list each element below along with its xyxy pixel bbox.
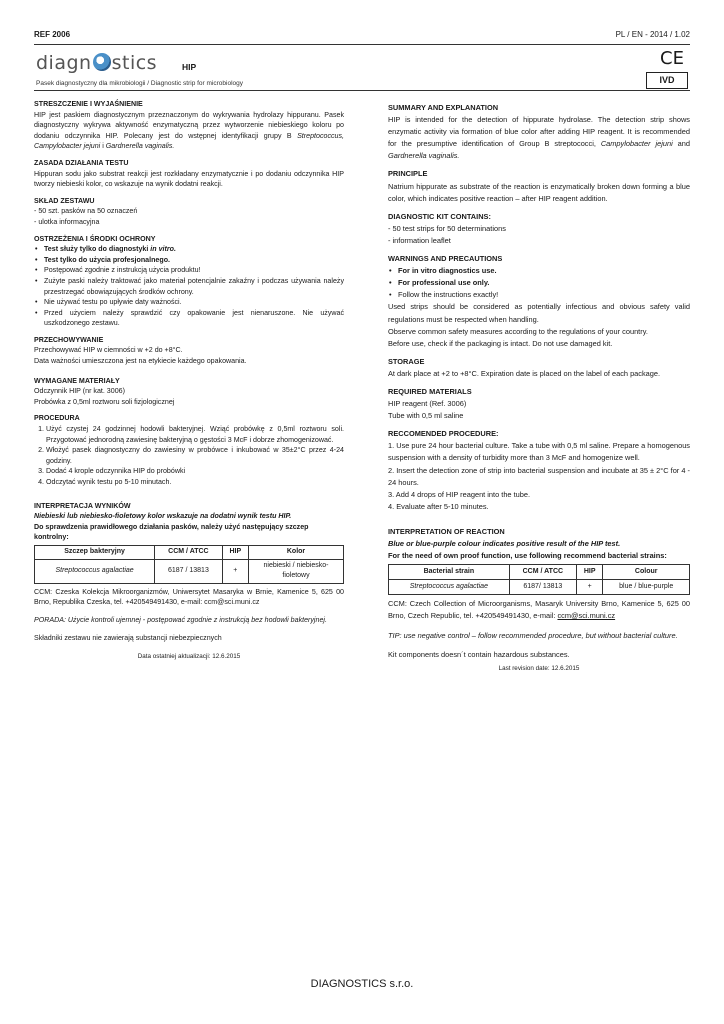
section-heading: SUMMARY AND EXPLANATION <box>388 103 499 112</box>
list-item: - 50 szt. pasków na 50 oznaczeń <box>34 207 138 216</box>
control-strain-table <box>34 545 344 584</box>
paragraph: Hippuran sodu jako substrat reakcji jest rozkładany enzymatycznie i po dodaniu odczynnika HIP tworzy niebieski kolor, co wskazuje na wynik dodatni reakcji. <box>34 169 344 189</box>
paragraph: Kit components doesn´t contain hazardous substances. <box>388 649 570 659</box>
list-item: - 50 test strips for 50 determinations <box>388 223 506 233</box>
ce-mark: CE <box>660 48 684 69</box>
english-column <box>388 102 690 675</box>
paragraph: Składniki zestawu nie zawierają substancji niebezpiecznych <box>34 633 222 642</box>
table-row <box>389 580 690 595</box>
header-divider <box>34 90 690 91</box>
section-heading: OSTRZEŻENIA I ŚRODKI OCHRONY <box>34 234 156 243</box>
list-item: • Test służy tylko do diagnostyki in vitro. <box>44 244 344 255</box>
table-cell: Streptococcus agalactiae <box>35 559 155 583</box>
paragraph: HIP jest paskiem diagnostycznym przeznaczonym do wykrywania hydrolazy hippuranu. Pasek diagnostyczny wykrywa aktywność enzymatyczną przez wytworzenie niebieskiego koloru po dodaniu odczynnika HIP. Polecany jest do wstępnej identyfikacji grupy B Streptococcus, Campylobacter jejuni i Gardnerella vaginalis. <box>34 110 344 151</box>
list-item: • Przed użyciem należy sprawdzić czy opakowanie jest nienaruszone. Nie używać uszkodzonego zestawu. <box>44 308 344 329</box>
company-footer: DIAGNOSTICS s.r.o. <box>310 978 414 990</box>
table-header-row <box>389 565 690 580</box>
list-item: • Postępować zgodnie z instrukcją użycia produktu! <box>44 265 344 276</box>
section-heading: SKŁAD ZESTAWU <box>34 196 95 205</box>
paragraph: Niebieski lub niebiesko-fioletowy kolor wskazuje na dodatni wynik testu HIP. <box>34 512 292 521</box>
list-item: 2. Włożyć pasek diagnostyczny do zawiesiny w probówce i inkubować w 35±2°C przez 4-24 godziny. <box>46 445 344 466</box>
list-item: • Follow the instructions exactly! <box>398 289 690 301</box>
paragraph: TIP: use negative control – follow recommended procedure, but without bacterial culture. <box>388 630 678 640</box>
section-heading: WYMAGANE MATERIAŁY <box>34 376 120 385</box>
list-item: - information leaflet <box>388 235 451 245</box>
list-item: 1. Użyć czystej 24 godzinnej hodowli bakteryjnej. Wziąć probówkę z 0,5ml roztworu soli. Przygotować jednorodną zawiesinę bakteryjną o gęstości 3 McF i dobrze zhomogenizować. <box>46 424 344 445</box>
table-header-cell: HIP <box>222 545 248 559</box>
ref-number: REF 2006 <box>34 30 71 39</box>
section-heading: PRINCIPLE <box>388 169 428 179</box>
table-header-cell: Szczep bakteryjny <box>35 545 155 559</box>
revision-date: Last revision date: 12.6.2015 <box>498 664 580 672</box>
paragraph: Observe common safety measures according to the regulations of your country. <box>388 326 648 336</box>
paragraph: Probówka z 0,5ml roztworu soli fizjologicznej <box>34 397 175 406</box>
list-item: 2. Insert the detection zone of strip into bacterial suspension and incubate at 35 ± 2°C for 4 - 24 hours. <box>388 465 690 487</box>
procedure-list <box>34 424 344 488</box>
list-item: • For in vitro diagnostics use. <box>398 265 690 277</box>
table-cell: 6187/ 13813 <box>509 580 576 595</box>
section-heading: INTERPRETACJA WYNIKÓW <box>34 501 131 510</box>
table-row <box>35 559 344 583</box>
logo-text-right: stics <box>111 52 158 74</box>
section-heading: INTERPRETATION OF REACTION <box>388 526 505 536</box>
paragraph: Tube with 0,5 ml saline <box>388 411 464 421</box>
table-header-cell: CCM / ATCC <box>155 545 223 559</box>
table-header-cell: Colour <box>603 565 690 580</box>
paragraph: PORADA: Użycie kontroli ujemnej - postępować zgodnie z instrukcją bez hodowli bakteryjnej. <box>34 615 327 624</box>
section-heading: PROCEDURA <box>34 414 80 423</box>
table-header-cell: HIP <box>576 565 602 580</box>
table-header-cell: Kolor <box>249 545 344 559</box>
table-header-cell: CCM / ATCC <box>509 565 576 580</box>
brand-logo <box>36 52 157 74</box>
control-strain-table <box>388 564 690 595</box>
version-label: PL / EN - 2014 / 1.02 <box>615 30 690 39</box>
paragraph: Used strips should be considered as potentially infectious and obvious safety valid regulations must be respected when handling. <box>388 302 690 324</box>
paragraph: HIP is intended for the detection of hippurate hydrolase. The detection strip shows enzymatic activity via formation of blue color after adding HIP reagent. It is recommended for the presumptive identification of Group B streptococci, Campylobacter jejuni and Gardnerella vaginalis. <box>388 115 690 161</box>
paragraph: Przechowywać HIP w ciemności w +2 do +8°C. <box>34 346 183 355</box>
section-heading: ZASADA DZIAŁANIA TESTU <box>34 158 129 167</box>
logo-text-left: diagn <box>36 52 92 74</box>
paragraph: Blue or blue-purple colour indicates positive result of the HIP test. <box>388 539 621 548</box>
section-heading: PRZECHOWYWANIE <box>34 335 104 344</box>
paragraph: Data ważności umieszczona jest na etykiecie każdego opakowania. <box>34 357 247 366</box>
paragraph: For the need of own proof function, use following recommend bacterial strains: <box>388 551 667 561</box>
section-heading: STORAGE <box>388 356 425 366</box>
paragraph: HIP reagent (Ref. 3006) <box>388 399 467 409</box>
table-header-cell: Bacterial strain <box>389 565 510 580</box>
paragraph: Odczynnik HIP (nr kat. 3006) <box>34 387 125 396</box>
warnings-list <box>388 265 690 301</box>
email-link[interactable]: ccm@sci.muni.cz <box>557 611 616 621</box>
paragraph: Before use, check if the packaging is intact. Do not use damaged kit. <box>388 338 613 348</box>
paragraph: At dark place at +2 to +8°C. Expiration date is placed on the label of each package. <box>388 368 661 378</box>
section-heading: DIAGNOSTIC KIT CONTAINS: <box>388 211 491 221</box>
table-cell: 6187 / 13813 <box>155 559 223 583</box>
paragraph: CCM: Czeska Kolekcja Mikroorganizmów, Uniwersytet Masaryka w Brnie, Kamenice 5, 625 00 Brno, Republika Czeska, tel. +420549491430, e-mail: ccm@sci.muni.cz <box>34 587 344 607</box>
ivd-badge: IVD <box>646 72 688 89</box>
list-item: 3. Dodać 4 krople odczynnika HIP do probówki <box>46 466 344 477</box>
list-item: • Zużyte paski należy traktować jako materiał potencjalnie zakaźny i podczas używania należy przestrzegać obowiązujących środków ochrony. <box>44 276 344 297</box>
revision-date: Data ostatniej aktualizacji: 12.6.2015 <box>137 653 241 661</box>
list-item: - ulotka informacyjna <box>34 217 100 226</box>
table-header-row <box>35 545 344 559</box>
section-heading: STRESZCZENIE I WYJAŚNIENIE <box>34 100 143 108</box>
list-item: • For professional use only. <box>398 277 690 289</box>
table-cell: blue / blue-purple <box>603 580 690 595</box>
section-heading: RECCOMENDED PROCEDURE: <box>388 429 499 439</box>
header-bar <box>34 30 690 45</box>
list-item: • Test tylko do użycia profesjonalnego. <box>44 255 344 266</box>
paragraph: Do sprawdzenia prawidłowego działania pasków, należy użyć następujący szczep kontrolny: <box>34 522 309 542</box>
list-item: 4. Evaluate after 5-10 minutes. <box>388 501 489 511</box>
paragraph: CCM: Czech Collection of Microorganisms, Masaryk University Brno, Kamenice 5, 625 00 Brno, Czech Republic, tel. +420549491430, e-mail: ccm@sci.muni.cz <box>388 599 690 621</box>
product-title: HIP <box>182 62 197 72</box>
list-item: 4. Odczytać wynik testu po 5-10 minutach. <box>46 477 344 488</box>
section-heading: REQUIRED MATERIALS <box>388 386 472 396</box>
table-cell: + <box>576 580 602 595</box>
list-item: • Nie używać testu po upływie daty ważności. <box>44 297 344 308</box>
table-cell: niebieski / niebiesko-fioletowy <box>249 559 344 583</box>
product-subtitle: Pasek diagnostyczny dla mikrobiologii / Diagnostic strip for microbiology <box>36 80 244 87</box>
table-cell: + <box>222 559 248 583</box>
table-cell: Streptococcus agalactiae <box>389 580 510 595</box>
warnings-list <box>34 244 344 329</box>
list-item: 1. Use pure 24 hour bacterial culture. Take a tube with 0,5 ml saline. Prepare a homogenous suspension with a density of turbidity more than 3 McF and homogenize well. <box>388 441 690 463</box>
polish-column <box>34 99 344 663</box>
paragraph: Natrium hippurate as substrate of the reaction is enzymatically broken down forming a blue color, which indicates positive reaction – after HIP reagent addition. <box>388 181 690 203</box>
list-item: 3. Add 4 drops of HIP reagent into the tube. <box>388 489 531 499</box>
section-heading: WARNINGS AND PRECAUTIONS <box>388 254 503 264</box>
globe-icon <box>93 53 111 71</box>
